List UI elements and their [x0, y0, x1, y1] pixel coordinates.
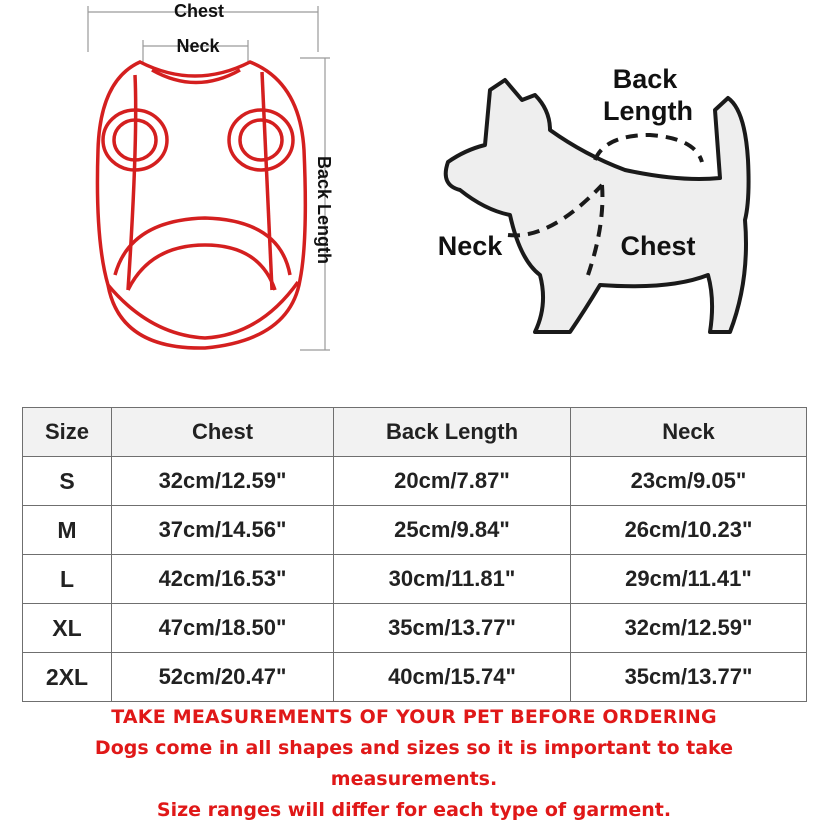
dog-back-label-line1: Back	[612, 64, 678, 94]
dog-neck-label: Neck	[437, 231, 503, 261]
dog-back-label-line2: Length	[603, 96, 693, 126]
header-back-length: Back Length	[334, 408, 571, 457]
vest-chest-label: Chest	[173, 1, 225, 21]
vest-diagram	[0, 0, 400, 370]
neck-cell: 35cm/13.77"	[571, 653, 807, 702]
table-row	[23, 604, 807, 653]
neck-cell: 32cm/12.59"	[571, 604, 807, 653]
chest-cell: 37cm/14.56"	[112, 506, 334, 555]
vest-neck-label: Neck	[176, 36, 220, 56]
table-row	[23, 555, 807, 604]
neck-cell: 26cm/10.23"	[571, 506, 807, 555]
vest-back-length-label: Back Length	[314, 155, 334, 265]
back-length-cell: 40cm/15.74"	[334, 653, 571, 702]
size-cell: 2XL	[23, 653, 112, 702]
table-row	[23, 457, 807, 506]
notice-footer: Size ranges will differ for each type of garment.	[156, 799, 672, 821]
notice-body: Dogs come in all shapes and sizes so it is important to take measurements.	[94, 737, 734, 790]
notice-headline: TAKE MEASUREMENTS OF YOUR PET BEFORE ORDERING	[111, 706, 717, 728]
back-length-cell: 35cm/13.77"	[334, 604, 571, 653]
back-length-cell: 25cm/9.84"	[334, 506, 571, 555]
table-row	[23, 653, 807, 702]
chest-cell: 52cm/20.47"	[112, 653, 334, 702]
chest-cell: 42cm/16.53"	[112, 555, 334, 604]
back-length-cell: 30cm/11.81"	[334, 555, 571, 604]
table-row	[23, 506, 807, 555]
table-header-row	[23, 408, 807, 457]
dog-chest-label: Chest	[620, 231, 696, 261]
dog-silhouette	[446, 80, 749, 332]
back-length-dashed-line	[595, 135, 702, 162]
size-cell: M	[23, 506, 112, 555]
header-neck: Neck	[571, 408, 807, 457]
chest-cell: 32cm/12.59"	[112, 457, 334, 506]
header-size: Size	[23, 408, 112, 457]
size-cell: XL	[23, 604, 112, 653]
back-length-cell: 20cm/7.87"	[334, 457, 571, 506]
neck-cell: 23cm/9.05"	[571, 457, 807, 506]
size-cell: L	[23, 555, 112, 604]
dog-diagram	[410, 50, 828, 350]
size-cell: S	[23, 457, 112, 506]
header-chest: Chest	[112, 408, 334, 457]
size-chart-table	[22, 407, 807, 702]
chest-cell: 47cm/18.50"	[112, 604, 334, 653]
neck-cell: 29cm/11.41"	[571, 555, 807, 604]
measurement-notice	[0, 702, 828, 826]
vest-outline	[97, 62, 305, 348]
